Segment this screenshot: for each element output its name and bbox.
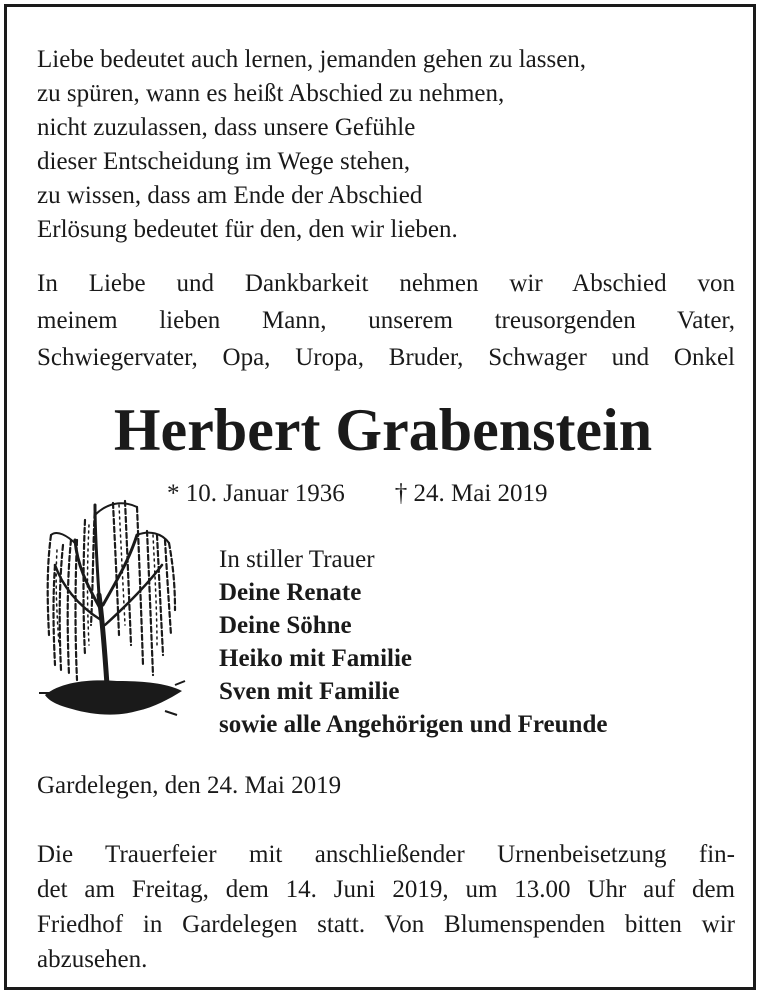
deceased-name: Herbert Grabenstein [113, 397, 653, 463]
notice-line: Die Trauerfeier mit anschließender Urnenbeisetzung fin- [37, 841, 735, 868]
mourning-heading: In stiller Trauer [219, 546, 375, 573]
notice-line: abzusehen. [37, 946, 148, 973]
poem-line: nicht zuzulassen, dass unsere Gefühle [37, 114, 416, 141]
poem-line: zu wissen, dass am Ende der Abschied [37, 182, 423, 209]
place-date: Gardelegen, den 24. Mai 2019 [37, 772, 342, 799]
mourner-name: Deine Söhne [219, 612, 352, 639]
obituary-frame [4, 4, 756, 990]
poem-line: dieser Entscheidung im Wege stehen, [37, 148, 411, 175]
mourner-name: Sven mit Familie [219, 678, 400, 705]
poem [37, 43, 737, 247]
mourner-name: Deine Renate [219, 579, 362, 606]
poem-line: zu spüren, wann es heißt Abschied zu nehmen, [37, 80, 505, 107]
notice-line: det am Freitag, dem 14. Juni 2019, um 13.00 Uhr auf dem [37, 876, 735, 903]
birth-date: * 10. Januar 1936 [167, 480, 345, 507]
mourner-name: sowie alle Angehörigen und Freunde [219, 711, 608, 738]
funeral-notice [37, 837, 735, 977]
intro-line: In Liebe und Dankbarkeit nehmen wir Abschied von [37, 270, 735, 297]
weeping-willow-icon [37, 485, 187, 735]
death-date: † 24. Mai 2019 [394, 480, 548, 507]
poem-line: Liebe bedeutet auch lernen, jemanden gehen zu lassen, [37, 46, 587, 73]
mourners-block [219, 543, 607, 741]
life-dates [167, 477, 548, 511]
farewell-intro [37, 265, 735, 376]
notice-line: Friedhof in Gardelegen statt. Von Blumenspenden bitten wir [37, 911, 735, 938]
intro-line: Schwiegervater, Opa, Uropa, Bruder, Schwager und Onkel [37, 344, 735, 371]
poem-line: Erlösung bedeutet für den, den wir lieben. [37, 216, 458, 243]
intro-line: meinem lieben Mann, unserem treusorgenden Vater, [37, 307, 735, 334]
mourner-name: Heiko mit Familie [219, 645, 413, 672]
